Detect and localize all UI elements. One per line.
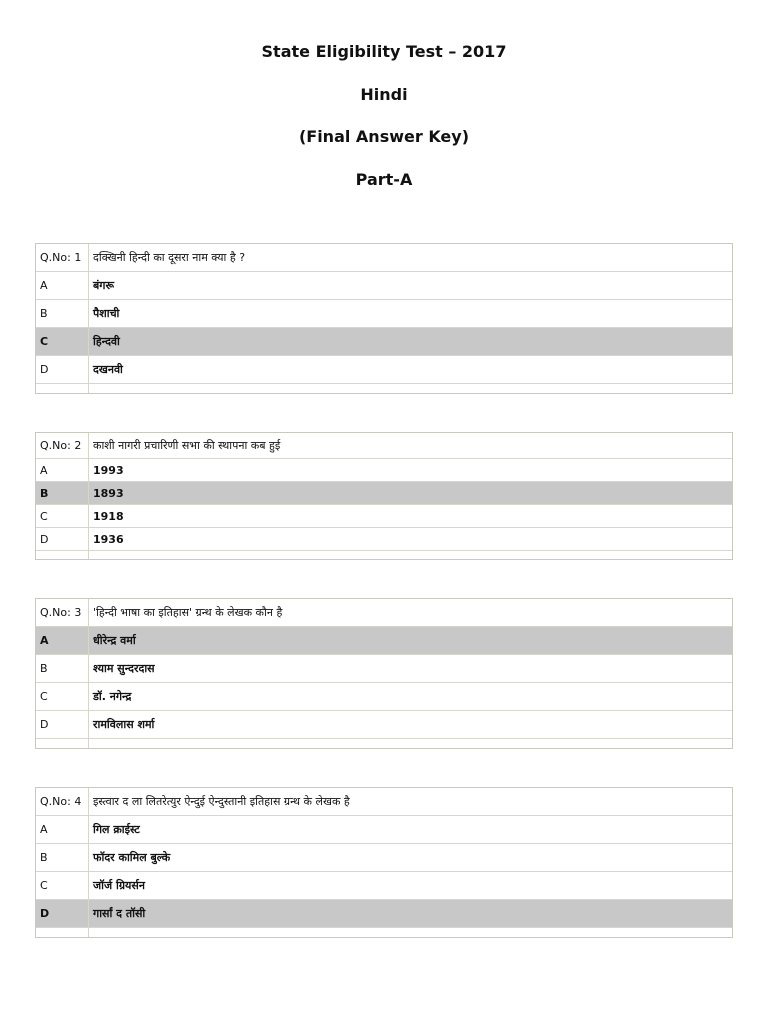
option-text: 1993: [93, 463, 124, 477]
option-label: D: [36, 528, 89, 550]
option-label: C: [36, 683, 89, 710]
option-text: रामविलास शर्मा: [93, 718, 155, 731]
question-row: [36, 788, 732, 816]
option-label: B: [36, 300, 89, 327]
option-label: D: [36, 900, 89, 927]
question-table-3: [35, 598, 733, 749]
option-row-a-correct: [36, 627, 732, 655]
question-text: 'हिन्दी भाषा का इतिहास' ग्रन्थ के लेखक कौन है: [93, 606, 283, 619]
option-row-d-correct: [36, 900, 732, 928]
option-label: C: [36, 505, 89, 527]
option-text: फॉदर कामिल बुल्के: [93, 851, 171, 864]
question-text: इस्त्वार द ला लितरेत्युर ऐन्दुई ऐन्दुस्तानी इतिहास ग्रन्थ के लेखक है: [93, 795, 350, 808]
question-table-4: [35, 787, 733, 938]
option-row-d: [36, 528, 732, 551]
option-row-b-correct: [36, 482, 732, 505]
option-label: B: [36, 844, 89, 871]
option-row-a: [36, 816, 732, 844]
option-label: C: [36, 328, 89, 355]
option-label: B: [36, 655, 89, 682]
option-row-b: [36, 300, 732, 328]
subject-heading: Hindi: [360, 85, 408, 104]
option-row-d: [36, 356, 732, 384]
option-label: A: [36, 459, 89, 481]
option-text: हिन्दवी: [93, 335, 120, 348]
option-label: D: [36, 356, 89, 383]
question-table-1: [35, 243, 733, 394]
question-number: Q.No: 4: [36, 788, 89, 815]
option-text: गिल क्राईस्ट: [93, 823, 140, 836]
part-heading: Part-A: [355, 170, 413, 189]
option-row-a: [36, 459, 732, 482]
option-row-a: [36, 272, 732, 300]
question-text: काशी नागरी प्रचारिणी सभा की स्थापना कब हुई: [93, 439, 281, 452]
option-text: पैशाची: [93, 307, 120, 320]
question-row: [36, 599, 732, 627]
option-row-d: [36, 711, 732, 739]
option-text: डॉ. नगेन्द्र: [93, 690, 132, 703]
question-row: [36, 244, 732, 272]
empty-row: [36, 928, 732, 937]
document-title: State Eligibility Test – 2017: [261, 42, 507, 61]
option-row-c: [36, 505, 732, 528]
empty-row: [36, 551, 732, 559]
option-text: 1918: [93, 509, 124, 523]
option-text: दखनवी: [93, 363, 123, 376]
option-text: बंगरू: [93, 279, 115, 292]
empty-row: [36, 384, 732, 393]
option-label: A: [36, 816, 89, 843]
option-text: गार्सां द तॉसी: [93, 907, 146, 920]
option-row-b: [36, 844, 732, 872]
question-number: Q.No: 3: [36, 599, 89, 626]
question-number: Q.No: 1: [36, 244, 89, 271]
option-text: श्याम सुन्दरदास: [93, 662, 155, 675]
option-text: 1893: [93, 486, 124, 500]
option-row-b: [36, 655, 732, 683]
question-number: Q.No: 2: [36, 433, 89, 458]
question-table-2: [35, 432, 733, 560]
option-text: 1936: [93, 532, 124, 546]
empty-row: [36, 739, 732, 748]
question-row: [36, 433, 732, 459]
answer-key-heading: (Final Answer Key): [298, 127, 470, 146]
option-label: D: [36, 711, 89, 738]
option-row-c: [36, 872, 732, 900]
option-label: A: [36, 627, 89, 654]
option-text: धीरेन्द्र वर्मा: [93, 634, 136, 647]
option-text: जॉर्ज ग्रियर्सन: [93, 879, 145, 892]
option-row-c-correct: [36, 328, 732, 356]
option-row-c: [36, 683, 732, 711]
option-label: A: [36, 272, 89, 299]
option-label: B: [36, 482, 89, 504]
option-label: C: [36, 872, 89, 899]
question-text: दक्खिनी हिन्दी का दूसरा नाम क्या है ?: [93, 251, 246, 264]
